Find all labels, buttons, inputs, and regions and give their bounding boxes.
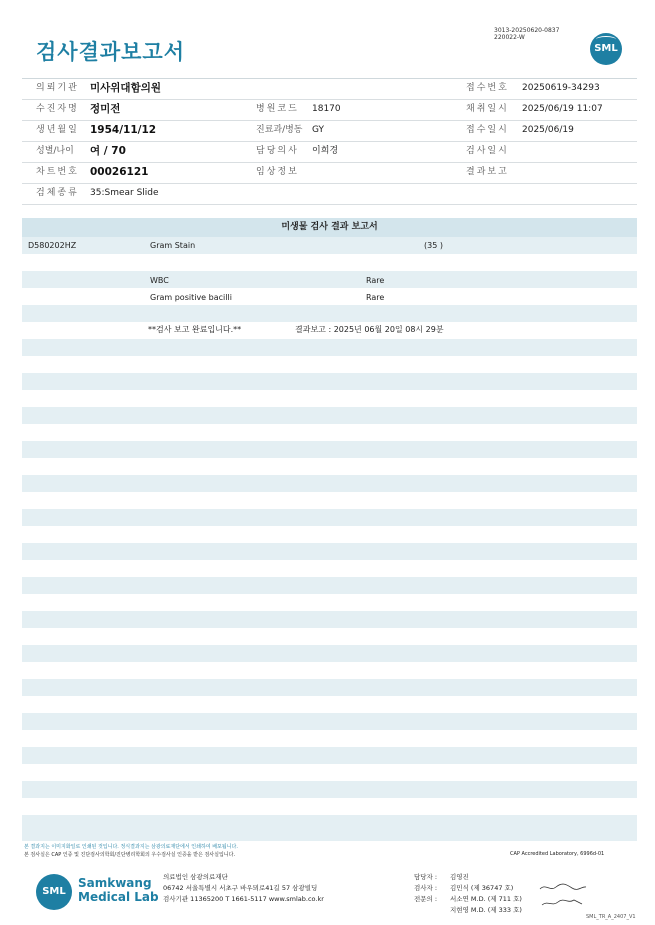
result-row-stripe [22,829,637,841]
label-requester: 의뢰기관 [36,83,79,93]
value-chart-number: 00026121 [90,166,149,178]
result-row-stripe [22,577,637,594]
sign-label-tester: 검사자 : [414,884,438,892]
signature-values [450,872,522,916]
result-row-stripe [22,543,637,560]
logo-arc-icon [596,36,616,43]
label-hospital-code: 병원코드 [256,104,299,114]
label-receipt-date: 접수일시 [466,125,509,135]
footer-logo-name-line2: Medical Lab [78,890,159,904]
footer-logo-name [78,876,159,904]
label-sex-age: 성별/나이 [36,146,74,156]
result-row-stripe [22,611,637,628]
value-patient-name: 정미전 [90,103,121,115]
result-row-stripe [22,679,637,696]
result-test-name: Gram Stain [150,241,196,250]
sign-value-specialist: 서소연 M.D. (제 711 호) [450,895,522,903]
footer-address-block [163,872,324,905]
doc-number-line1: 3013-20250620-0837 [494,27,560,34]
footer-note-print: 본 결과지는 이미지화일로 인쇄된 것입니다. 정식결과지는 삼광의료재단에서 인쇄하여 배포됩니다. [24,844,238,850]
label-department: 진료과/병동 [256,125,303,135]
result-row-stripe [22,339,637,356]
info-row [22,120,637,142]
result-count: (35 ) [424,241,443,250]
signature-labels [414,872,437,916]
value-birth-date: 1954/11/12 [90,124,157,136]
sign-value-manager: 김영진 [450,873,469,881]
result-complete-note: **검사 보고 완료입니다.** [148,325,242,334]
info-row [22,99,637,121]
result-report-time: 결과보고 : 2025년 06월 20일 08시 29분 [295,325,444,334]
result-item-value: Rare [366,293,385,302]
value-hospital-code: 18170 [312,104,341,114]
info-row [22,183,637,205]
value-sex-age: 여 / 70 [90,145,126,157]
result-row-stripe [22,305,637,322]
result-row-stripe [22,407,637,424]
result-row-stripe [22,509,637,526]
info-row [22,162,637,184]
sign-label-manager: 담당자 : [414,873,438,881]
sign-value-tester: 김민식 (제 36747 호) [450,884,514,892]
doc-number [494,27,559,41]
result-row-stripe [22,237,637,254]
value-doctor: 이희경 [312,146,339,156]
label-receipt-number: 접수번호 [466,83,509,93]
footer-org-name: 의료법인 삼광의료재단 [163,873,228,881]
label-patient-name: 수진자명 [36,104,79,114]
footer-contact: 검사기관 11365200 T 1661-5117 www.smlab.co.kr [163,895,324,903]
result-row-stripe [22,271,637,288]
value-specimen-type: 35:Smear Slide [90,188,159,198]
footer-logo-text: SML [42,886,66,897]
label-result-report: 결과보고 [466,167,509,177]
result-item-value: Rare [366,276,385,285]
info-row [22,78,637,100]
info-row [22,141,637,163]
doc-number-line2: 220022-W [494,34,525,41]
sign-value-specialist2: 지현영 M.D. (제 333 호) [450,906,522,914]
result-item-name: Gram positive bacilli [150,293,232,302]
result-row-stripe [22,747,637,764]
sign-label-specialist2 [414,905,437,916]
result-row-stripe [22,373,637,390]
value-collection-time: 2025/06/19 11:07 [522,104,603,114]
logo-text: SML [594,43,618,54]
sign-label-specialist: 전문의 : [414,895,438,903]
footer-logo-name-line1: Samkwang [78,876,152,890]
value-receipt-number: 20250619-34293 [522,83,600,93]
form-code: SML_TR_A_2407_V1 [586,914,636,920]
footer-sml-logo [36,874,72,910]
result-row-stripe [22,781,637,798]
report-title: 검사결과보고서 [36,40,186,64]
label-specimen-type: 검체종류 [36,188,79,198]
label-birth-date: 생년월일 [36,125,79,135]
result-row-stripe [22,475,637,492]
sml-logo [590,33,622,65]
result-row-stripe [22,645,637,662]
label-doctor: 담당의사 [256,146,299,156]
footer-note-cap: 본 검사실은 CAP 인증 및 진단검사의학회/진단병리학회의 우수검사실 인증을 받은 검사실입니다. [24,852,236,858]
result-row-stripe [22,441,637,458]
value-department: GY [312,125,325,135]
result-row-stripe [22,713,637,730]
label-test-date: 검사일시 [466,146,509,156]
footer-cap-accreditation: CAP Accredited Laboratory, 6996d-01 [510,851,605,857]
result-code: D580202HZ [28,241,77,250]
value-receipt-date: 2025/06/19 [522,125,574,135]
footer-address: 06742 서울특별시 서초구 바우뫼로41길 57 삼광빌딩 [163,884,318,892]
label-collection-time: 채취일시 [466,104,509,114]
result-item-name: WBC [150,276,169,285]
section-title: 미생물 검사 결과 보고서 [22,218,637,237]
label-chart-number: 차트번호 [36,167,79,177]
value-requester: 미사위대함의원 [90,82,162,94]
label-clinical-info: 임상정보 [256,167,299,177]
handwritten-signature-icon [538,880,588,910]
